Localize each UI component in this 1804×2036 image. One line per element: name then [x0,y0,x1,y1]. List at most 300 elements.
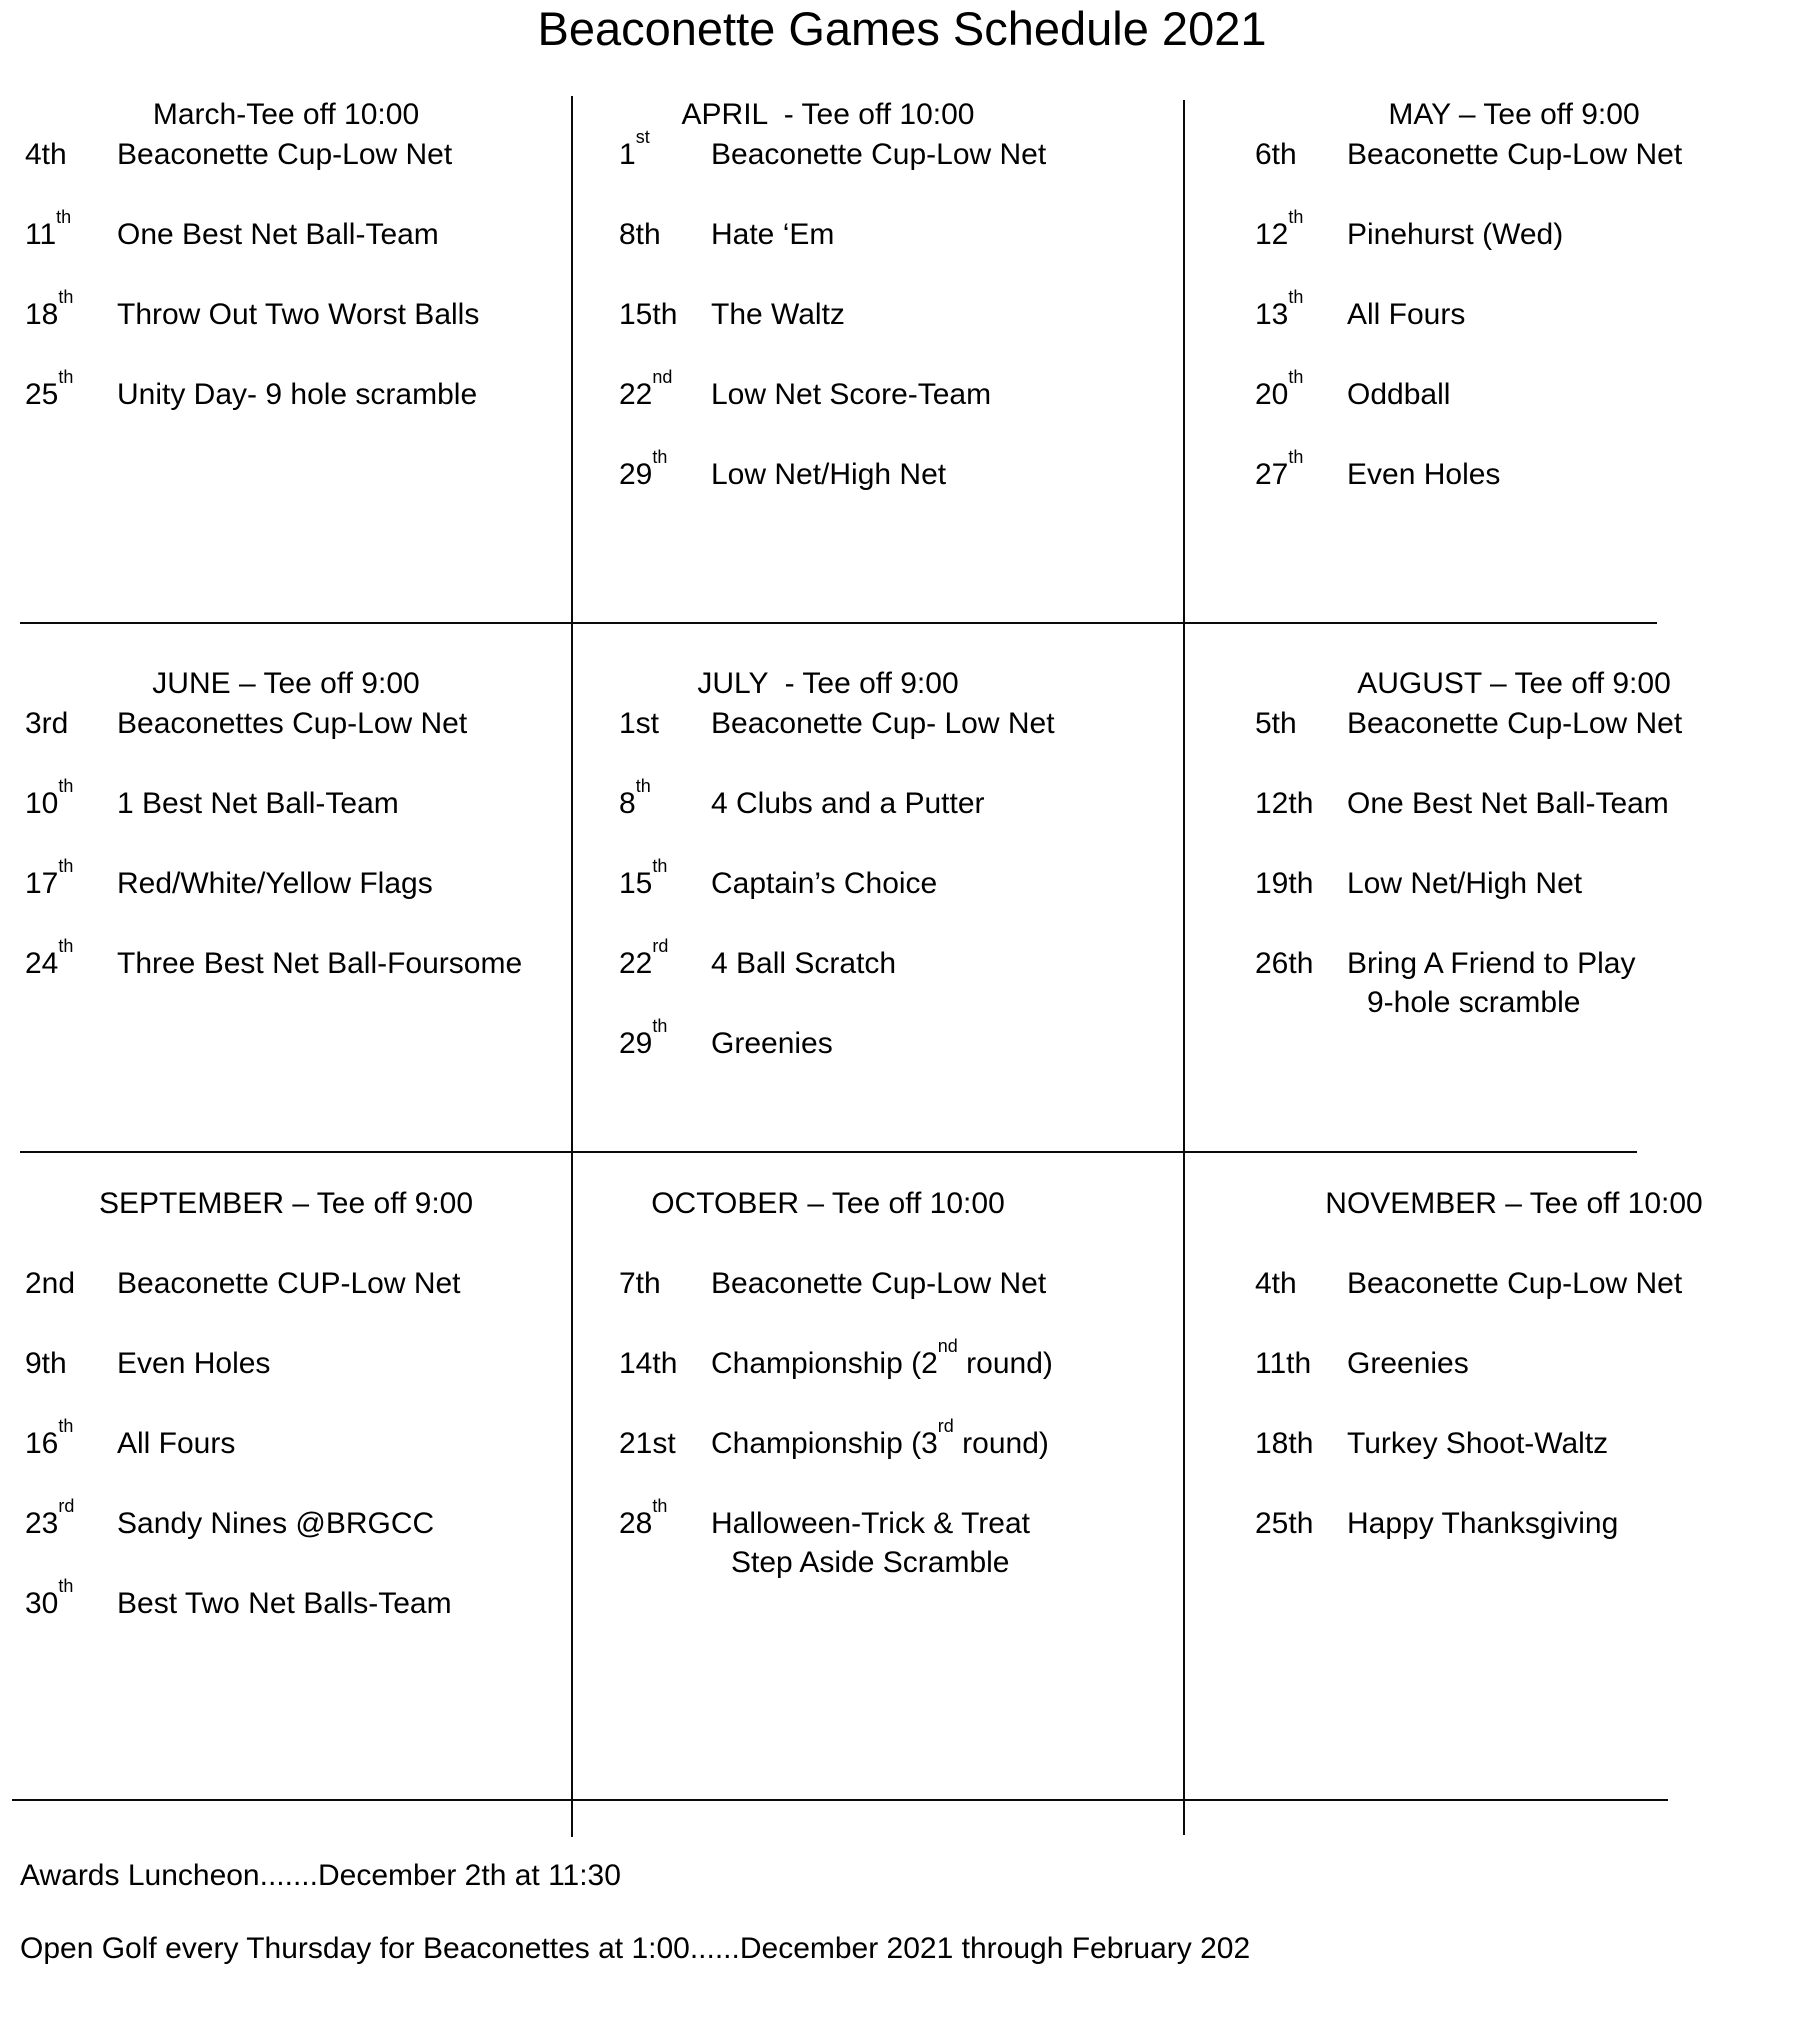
entry-date [619,776,711,823]
entry-text [1347,1347,1469,1380]
awards-luncheon-note: Awards Luncheon.......December 2th at 11:30 [20,1859,621,1892]
entry-date [619,1424,711,1463]
entry-text-segment: Red/White/Yellow Flags [117,867,433,900]
entry-date-ordinal: th [652,856,668,877]
entry-line [1255,367,1785,414]
entry-line [25,287,552,334]
month-header-june: JUNE – Tee off 9:00 [152,667,420,700]
entry-text [711,947,896,980]
row-divider-1 [20,622,1657,624]
entry-line [25,936,552,983]
month-header-november: NOVEMBER – Tee off 10:00 [1325,1187,1703,1220]
entry-text-segment: Captain’s Choice [711,867,938,900]
entry-text [711,787,985,820]
entry-text [117,947,522,980]
entry-text [711,1336,1053,1380]
entry-text [117,1587,452,1620]
schedule-entry [619,1336,1163,1383]
entry-date [1255,135,1347,174]
entry-date-ordinal: th [652,1016,668,1037]
entry-text [1347,138,1682,171]
schedule-entry [619,447,1163,494]
entry-date-number: 20 [1255,378,1289,411]
entry-date-number: 16 [25,1427,59,1460]
schedule-entry [619,704,1163,743]
entry-text [711,1267,1046,1300]
entry-text [1347,1507,1618,1540]
entry-date [1255,207,1347,254]
entry-text [117,707,467,740]
entry-date [25,1416,117,1463]
entry-date-ordinal: nd [652,367,673,388]
schedule-entry [1255,864,1785,903]
entry-date-number: 9th [25,1347,67,1380]
entry-text [711,1416,1049,1460]
entry-line [1255,704,1785,743]
entry-text-segment: One Best Net Ball-Team [117,218,439,251]
entry-text [711,298,845,331]
entry-text-segment: Turkey Shoot-Waltz [1347,1427,1609,1460]
entry-line [619,776,1163,823]
entry-text [711,707,1055,740]
entry-date-number: 15 [619,867,653,900]
entry-text [711,458,946,491]
entry-date-number: 1 [619,138,636,171]
month-entries-may [1203,135,1785,494]
entry-line [1255,1424,1785,1463]
schedule-entry [25,367,552,414]
month-header-august: AUGUST – Tee off 9:00 [1357,667,1671,700]
schedule-entry [25,1344,552,1383]
entry-text [1347,458,1500,491]
entry-text [711,378,991,411]
schedule-entry [619,776,1163,823]
entry-date-ordinal: th [1288,447,1304,468]
entry-text [1347,1267,1682,1300]
row-divider-2 [20,1151,1637,1153]
entry-date [619,127,711,174]
entry-date-number: 25th [1255,1507,1314,1540]
entry-text-segment: Beaconette Cup- Low Net [711,707,1055,740]
month-cell-october [593,1184,1163,1624]
entry-line [619,1336,1163,1383]
entry-date [25,1496,117,1543]
entry-text-segment: Hate ‘Em [711,218,835,251]
entry-date-ordinal: th [1288,367,1304,388]
schedule-entry [25,936,552,983]
entry-date-number: 29 [619,1027,653,1060]
entry-text-segment: Low Net Score-Team [711,378,992,411]
entry-date [25,704,117,743]
entry-date [619,447,711,494]
entry-text [117,218,439,251]
entry-text [117,1347,270,1380]
entry-text [117,298,479,331]
entry-date-number: 8 [619,787,636,820]
entry-line [25,1344,552,1383]
entry-date [1255,1424,1347,1463]
entry-line [619,1016,1163,1063]
entry-date [1255,1264,1347,1303]
month-entries-november [1203,1264,1785,1543]
entry-text [117,1427,235,1460]
entry-date-number: 12 [1255,218,1289,251]
entry-date-number: 4th [1255,1267,1297,1300]
entry-text-segment: Unity Day- 9 hole scramble [117,378,478,411]
entry-line [25,1264,552,1303]
entry-date-ordinal: th [58,936,74,957]
page-title: Beaconette Games Schedule 2021 [537,2,1267,55]
schedule-entry [25,207,552,254]
entry-date [25,936,117,983]
entry-text-segment: 4 Ball Scratch [711,947,897,980]
entry-date-number: 11 [25,218,57,251]
entry-date [1255,287,1347,334]
entry-text-segment: One Best Net Ball-Team [1347,787,1669,820]
entry-text [711,1507,1030,1540]
entry-line [1255,864,1785,903]
entry-date-ordinal: th [58,1576,74,1597]
entry-date [1255,1344,1347,1383]
entry-date-number: 17 [25,867,59,900]
entry-line [25,856,552,903]
entry-date-number: 11th [1255,1347,1312,1380]
entry-text-segment: Happy Thanksgiving [1347,1507,1619,1540]
entry-line [619,367,1163,414]
schedule-entry [25,1264,552,1303]
entry-text [117,1267,461,1300]
month-header-october: OCTOBER – Tee off 10:00 [651,1187,1005,1220]
entry-date-number: 1st [619,707,660,740]
entry-text-segment: Beaconettes Cup-Low Net [117,707,468,740]
entry-text-segment: All Fours [117,1427,236,1460]
schedule-entry [619,1496,1163,1583]
entry-date [619,215,711,254]
entry-text [1347,378,1450,411]
schedule-entry [1255,784,1785,823]
entry-text-segment: Sandy Nines @BRGCC [117,1507,435,1540]
entry-text [117,787,399,820]
entry-date [1255,704,1347,743]
entry-date-number: 15th [619,298,678,331]
entry-line [619,295,1163,334]
month-entries-june [20,704,552,983]
month-entries-september [20,1264,552,1623]
entry-date [1255,1504,1347,1543]
entry-line [1255,135,1785,174]
month-entries-april [593,127,1163,494]
schedule-entry [25,1416,552,1463]
entry-text-segment: round) [953,1427,1049,1460]
entry-line [619,1264,1163,1303]
entry-line [619,447,1163,494]
entry-text-segment: Championship (3 [711,1427,938,1460]
entry-text-segment: Throw Out Two Worst Balls [117,298,480,331]
schedule-entry [1255,447,1785,494]
month-entries-august [1203,704,1785,1023]
entry-line [25,1496,552,1543]
entry-text-segment: Even Holes [1347,458,1501,491]
schedule-entry [619,1416,1163,1463]
schedule-entry [25,287,552,334]
schedule-entry [1255,704,1785,743]
entry-text-ordinal: nd [937,1336,958,1357]
entry-text-line2: Step Aside Scramble [731,1546,1010,1579]
entry-date-ordinal: rd [652,936,669,957]
schedule-entry [619,936,1163,983]
entry-line [1255,1504,1785,1543]
schedule-entry [1255,1264,1785,1303]
schedule-entry [25,776,552,823]
entry-line [1255,784,1785,823]
entry-line [619,127,1163,174]
entry-text-segment: Bring A Friend to Play [1347,947,1636,980]
schedule-entry [1255,287,1785,334]
entry-text [1347,298,1465,331]
entry-date [619,1496,711,1543]
entry-line [25,135,552,174]
entry-text-segment: The Waltz [711,298,845,331]
column-divider-2 [1183,100,1185,1835]
entry-date-number: 4th [25,138,67,171]
entry-date [25,1264,117,1303]
month-cell-july [593,664,1163,1104]
schedule-entry [1255,367,1785,414]
entry-text [1347,707,1682,740]
month-header-march: March-Tee off 10:00 [152,98,420,131]
entry-line [25,367,552,414]
entry-date-ordinal: th [58,1416,74,1437]
entry-date [619,704,711,743]
entry-date-number: 5th [1255,707,1297,740]
month-cell-april [593,95,1163,535]
entry-text-segment: 1 Best Net Ball-Team [117,787,399,820]
month-cell-march [20,95,552,455]
schedule-entry [1255,207,1785,254]
entry-text-segment: Best Two Net Balls-Team [117,1587,452,1620]
entry-text [1347,867,1582,900]
entry-text [1347,947,1636,980]
entry-line [1255,944,1785,983]
schedule-entry [25,1576,552,1623]
schedule-entry [619,1016,1163,1063]
entry-date [1255,367,1347,414]
entry-date-number: 25 [25,378,59,411]
schedule-entry [619,856,1163,903]
entry-text-line2: 9-hole scramble [1367,986,1581,1019]
footer-notes [20,1856,1250,1969]
entry-line [619,1496,1163,1543]
schedule-entry [619,295,1163,334]
entry-text-ordinal: rd [937,1416,954,1437]
schedule-entry [25,135,552,174]
entry-text-segment: Beaconette Cup-Low Net [1347,138,1683,171]
month-cell-august [1203,664,1785,1064]
entry-date [619,367,711,414]
entry-date-number: 23 [25,1507,59,1540]
entry-date-number: 26th [1255,947,1314,980]
entry-text [711,138,1046,171]
schedule-entry [25,856,552,903]
entry-date-ordinal: th [58,367,74,388]
entry-date-number: 8th [619,218,661,251]
schedule-entry [619,367,1163,414]
entry-date [619,1016,711,1063]
month-cell-november [1203,1184,1785,1584]
entry-date-ordinal: th [58,776,74,797]
entry-text-segment: round) [957,1347,1053,1380]
month-header-july: JULY - Tee off 9:00 [697,667,959,700]
entry-date [619,295,711,334]
entry-date [25,1576,117,1623]
entry-date-ordinal: rd [58,1496,75,1517]
schedule-entry [619,127,1163,174]
entry-date-number: 19th [1255,867,1314,900]
entry-text-segment: Championship (2 [711,1347,938,1380]
month-header-april: APRIL - Tee off 10:00 [681,98,975,131]
entry-date [25,1344,117,1383]
entry-date [25,776,117,823]
entry-date-number: 22 [619,947,653,980]
open-golf-note: Open Golf every Thursday for Beaconettes at 1:00......December 2021 through February 202 [20,1932,1251,1965]
schedule-entry [25,704,552,743]
entry-text-segment: Pinehurst (Wed) [1347,218,1564,251]
entry-date-ordinal: th [1288,287,1304,308]
entry-date-ordinal: th [652,1496,668,1517]
entry-date [619,936,711,983]
entry-line [25,1576,552,1623]
entry-date [1255,784,1347,823]
entry-text [711,867,937,900]
entry-line [1255,287,1785,334]
month-cell-september [20,1184,552,1664]
entry-date [1255,944,1347,983]
entry-date-number: 29 [619,458,653,491]
schedule-entry [619,1264,1163,1303]
month-cell-may [1203,95,1785,535]
schedule-entry [1255,135,1785,174]
entry-text [1347,218,1563,251]
entry-date-number: 10 [25,787,59,820]
entry-text-segment: Low Net/High Net [711,458,947,491]
entry-date-ordinal: th [1288,207,1304,228]
entry-line [1255,1344,1785,1383]
schedule-entry [619,215,1163,254]
entry-date-number: 18 [25,298,59,331]
entry-date [619,1264,711,1303]
entry-text [1347,787,1669,820]
entry-text [711,1027,833,1060]
entry-date-ordinal: th [58,287,74,308]
entry-line [619,856,1163,903]
entry-text-segment: Beaconette CUP-Low Net [117,1267,461,1300]
entry-date-ordinal: th [56,207,72,228]
entry-text-segment: Beaconette Cup-Low Net [117,138,453,171]
entry-text-segment: Oddball [1347,378,1451,411]
entry-date-number: 12th [1255,787,1314,820]
entry-line [619,1416,1163,1463]
entry-line [25,1416,552,1463]
entry-date-number: 3rd [25,707,69,740]
entry-line [1255,207,1785,254]
entry-line [619,936,1163,983]
entry-text [117,1507,434,1540]
entry-text-segment: Beaconette Cup-Low Net [1347,707,1683,740]
entry-date-number: 24 [25,947,59,980]
entry-date [1255,864,1347,903]
entry-date [619,856,711,903]
month-entries-july [593,704,1163,1063]
entry-date-ordinal: th [652,447,668,468]
entry-date [25,207,117,254]
entry-text-segment: Low Net/High Net [1347,867,1583,900]
entry-text-segment: Three Best Net Ball-Foursome [117,947,523,980]
entry-date-number: 6th [1255,138,1297,171]
entry-date [25,135,117,174]
entry-text-segment: All Fours [1347,298,1466,331]
entry-date-number: 7th [619,1267,661,1300]
schedule-entry [1255,1424,1785,1463]
entry-text-segment: Halloween-Trick & Treat [711,1507,1030,1540]
schedule-entry [1255,1344,1785,1383]
schedule-entry [25,1496,552,1543]
entry-text [117,867,433,900]
entry-text [117,138,452,171]
entry-text-segment: Greenies [1347,1347,1469,1380]
entry-text [117,378,477,411]
entry-date-number: 2nd [25,1267,76,1300]
entry-text-segment: Beaconette Cup-Low Net [711,1267,1047,1300]
entry-line [25,776,552,823]
entry-text-segment: Even Holes [117,1347,271,1380]
entry-date-ordinal: th [635,776,651,797]
month-header-september: SEPTEMBER – Tee off 9:00 [98,1187,474,1220]
entry-date-number: 30 [25,1587,59,1620]
month-header-may: MAY – Tee off 9:00 [1388,98,1640,131]
entry-line [1255,1264,1785,1303]
entry-date-number: 21st [619,1427,676,1460]
entry-date [25,367,117,414]
entry-date-number: 27 [1255,458,1289,491]
entry-text-segment: Greenies [711,1027,833,1060]
entry-text-segment: Beaconette Cup-Low Net [1347,1267,1683,1300]
entry-date [619,1344,711,1383]
entry-date-ordinal: st [635,127,650,148]
entry-date [25,287,117,334]
month-entries-october [593,1264,1163,1583]
entry-date-number: 22 [619,378,653,411]
entry-text [1347,1427,1608,1460]
entry-date [25,856,117,903]
entry-date-number: 28 [619,1507,653,1540]
entry-text-segment: Beaconette Cup-Low Net [711,138,1047,171]
column-divider-1 [571,96,573,1837]
month-cell-june [20,664,552,1024]
entry-date-number: 14th [619,1347,678,1380]
entry-line [1255,447,1785,494]
entry-line [25,207,552,254]
entry-text-segment: 4 Clubs and a Putter [711,787,985,820]
entry-line [619,215,1163,254]
row-divider-3 [12,1799,1668,1801]
entry-date-number: 13 [1255,298,1289,331]
entry-date [1255,447,1347,494]
schedule-entry [1255,944,1785,1023]
month-entries-march [20,135,552,414]
entry-line [25,704,552,743]
entry-line [619,704,1163,743]
schedule-entry [1255,1504,1785,1543]
